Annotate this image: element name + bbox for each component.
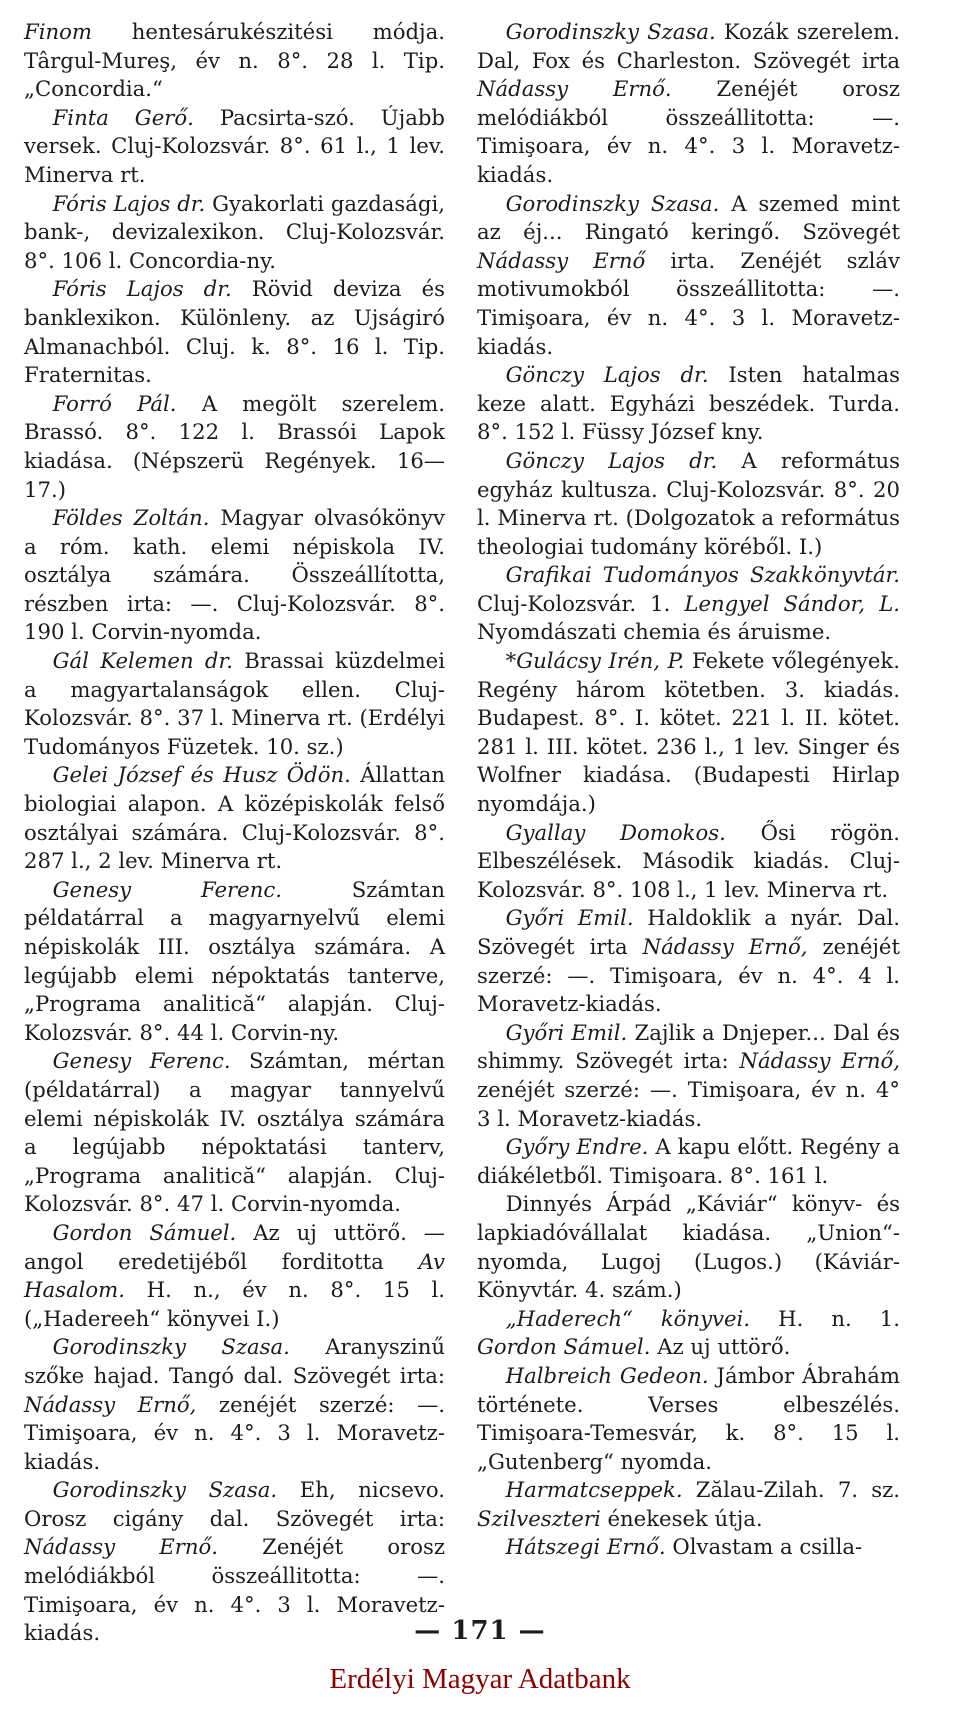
- entry-text: Állattan biologiai alapon. A középiskolák felső osztályai számára. Cluj-Kolozsvár. 8°. 287 l., 2 lev. Minerva rt.: [24, 762, 445, 874]
- bibliography-entry: [24, 18, 445, 104]
- entry-text: Dinnyés Árpád „Káviár“ könyv- és lapkiadóvállalat kiadása. „Union“-nyomda, Lugoj (Lugos.) (Káviár-Könyvtár. 4. szám.): [477, 1191, 900, 1303]
- entry-italic-text: Gelei József és Husz Ödön.: [52, 762, 351, 788]
- bibliography-entry: [477, 1190, 900, 1304]
- entry-text: Rövid deviza és banklexikon. Különleny. az Ujságiró Almanachból. Cluj. k. 8°. 16 l. Tip. Fraternitas.: [24, 276, 445, 388]
- entry-text: H. n., év n. 8°. 15 l. („Hadereeh“ könyvei I.): [24, 1277, 445, 1331]
- entry-text: Aranyszinű szőke hajad. Tangó dal. Szövegét irta:: [24, 1334, 445, 1388]
- entry-text: zenéjét szerzé: —. Timişoara, év n. 4°. 4 l. Moravetz-kiadás.: [477, 934, 900, 1017]
- entry-text: Jámbor Ábrahám története. Verses elbeszélés. Timişoara-Temesvár, k. 8°. 15 l. „Gutenberg“ nyomda.: [477, 1362, 900, 1474]
- entry-italic-text: Finom: [24, 19, 92, 44]
- entry-italic-text: Harmatcseppek.: [505, 1477, 683, 1503]
- entry-italic-text: Gönczy Lajos dr.: [505, 362, 709, 388]
- bibliography-entry: [477, 647, 900, 819]
- entry-text: *: [505, 648, 517, 674]
- entry-text: A református egyház kultusza. Cluj-Kolozsvár. 8°. 20 l. Minerva rt. (Dolgozatok a református theologiai tudomány köréből. I.): [477, 447, 901, 559]
- entry-text: Isten hatalmas keze alatt. Egyházi beszédek. Turda. 8°. 152 l. Füssy József kny.: [477, 362, 900, 445]
- bibliography-entry: [24, 504, 445, 647]
- entry-text: Számtan, mértan (példatárral) a magyar tannyelvű elemi népiskolák IV. osztálya számára a legújabb népoktatási tanterv, „Programa analitică“ alapján. Cluj-Kolozsvár. 8°. 47 l. Corvin-nyomda.: [24, 1048, 445, 1217]
- entry-italic-text: Genesy Ferenc.: [52, 876, 282, 902]
- bibliography-entry: [24, 1219, 445, 1333]
- entry-italic-text: Forró Pál.: [52, 390, 177, 416]
- bibliography-entry: [477, 1533, 900, 1562]
- entry-text: Haldoklik a nyár. Dal. Szövegét irta: [477, 905, 901, 959]
- entry-italic-text: Nádassy Ernő.: [477, 76, 672, 102]
- entry-italic-text: Gordon Sámuel.: [477, 1334, 651, 1360]
- bibliography-entry: [24, 647, 445, 761]
- bibliography-entry: [24, 190, 445, 276]
- bibliography-entry: [477, 1019, 900, 1133]
- bibliography-entry: [24, 1047, 445, 1219]
- entry-text: H. n. 1.: [750, 1305, 900, 1331]
- entry-italic-text: Gorodinszky Szasa.: [52, 1334, 290, 1360]
- entry-text: Zajlik a Dnjeper... Dal és shimmy. Szövegét irta:: [477, 1019, 900, 1074]
- entry-text: Számtan példatárral a magyarnyelvű elemi népiskolák III. osztálya számára. A legújabb elemi népoktatás tanterve, „Programa analitică“ alapján. Cluj-Kolozsvár. 8°. 44 l. Corvin-ny.: [24, 876, 445, 1045]
- bibliography-entry: [24, 1333, 445, 1476]
- entry-text: A kapu előtt. Regény a diákéletből. Timişoara. 8°. 161 l.: [477, 1134, 900, 1188]
- bibliography-entry: [477, 447, 900, 561]
- entry-italic-text: Hátszegi Ernő.: [505, 1534, 666, 1560]
- bibliography-entry: [477, 361, 900, 447]
- entry-italic-text: Gál Kelemen dr.: [52, 648, 233, 674]
- entry-text: hentesárukészitési módja. Târgul-Mureş, év n. 8°. 28 l. Tip. „Concordia.“: [24, 19, 445, 102]
- entry-text: Olvastam a csilla-: [665, 1534, 863, 1560]
- entry-text: Az uj uttörő. — angol eredetijéből forditotta: [24, 1219, 445, 1274]
- entry-italic-text: Finta Gerő.: [52, 104, 194, 130]
- entry-italic-text: Gorodinszky Szasa.: [505, 19, 716, 44]
- page-number: — 171 —: [414, 1616, 546, 1646]
- bibliography-entry: [477, 819, 900, 905]
- entry-italic-text: Nádassy Ernő,: [739, 1048, 900, 1074]
- entry-text: Zălau-Zilah. 7. sz.: [682, 1477, 900, 1503]
- entry-italic-text: Av Hasalom.: [24, 1248, 445, 1303]
- footer-watermark: Erdélyi Magyar Adatbank: [329, 1663, 631, 1695]
- entry-italic-text: Gorodinszky Szasa.: [52, 1477, 278, 1503]
- entry-italic-text: Nádassy Ernő.: [24, 1534, 218, 1560]
- right-column: [477, 18, 900, 1562]
- entry-italic-text: Győri Emil.: [505, 1019, 628, 1045]
- entry-text: Cluj-Kolozsvár. 1.: [477, 590, 685, 616]
- entry-italic-text: Győry Endre.: [505, 1134, 649, 1160]
- entry-italic-text: Gordon Sámuel.: [52, 1219, 237, 1245]
- entry-text: Az uj uttörő.: [650, 1334, 791, 1360]
- bibliography-entry: [24, 104, 445, 190]
- entry-italic-text: Fóris Lajos dr.: [52, 190, 206, 216]
- entry-text: Pacsirta-szó. Újabb versek. Cluj-Kolozsvár. 8°. 61 l., 1 lev. Minerva rt.: [24, 104, 445, 187]
- entry-text: Gyakorlati gazdasági, bank-, devizalexikon. Cluj-Kolozsvár. 8°. 106 l. Concordia-ny.: [24, 190, 445, 273]
- entry-text: zenéjét szerzé: —. Timişoara, év n. 4° 3 l. Moravetz-kiadás.: [477, 1076, 900, 1131]
- entry-text: A megölt szerelem. Brassó. 8°. 122 l. Brassói Lapok kiadása. (Népszerü Regények. 16—17.): [24, 390, 445, 502]
- entry-italic-text: Gulácsy Irén, P.: [516, 648, 685, 674]
- entry-text: Eh, nicsevo. Orosz cigány dal. Szövegét irta:: [24, 1477, 445, 1531]
- bibliography-entry: [477, 561, 900, 647]
- bibliography-entry: [477, 1362, 900, 1476]
- entry-text: Fekete vőlegények. Regény három kötetben. 3. kiadás. Budapest. 8°. I. kötet. 221 l. II. kötet. 281 l. III. kötet. 236 l., 1 lev. Singer és Wolfner kiadása. (Budapesti Hirlap nyomdája.): [477, 648, 900, 817]
- entry-text: A szemed mint az éj... Ringató keringő. Szövegét: [477, 190, 900, 245]
- entry-italic-text: Genesy Ferenc.: [52, 1048, 231, 1074]
- entry-text: zenéjét szerzé: —. Timişoara, év n. 4°. 3 l. Moravetz-kiadás.: [24, 1391, 445, 1474]
- bibliography-entry: [477, 1305, 900, 1362]
- bibliography-entry: [477, 18, 900, 190]
- entry-text: irta. Zenéjét szláv motivumokból összeállitotta: —. Timişoara, év n. 4°. 3 l. Moravetz-kiadás.: [477, 247, 900, 359]
- entry-italic-text: Halbreich Gedeon.: [505, 1362, 709, 1388]
- bibliography-entry: [477, 190, 900, 362]
- entry-italic-text: Gönczy Lajos dr.: [505, 447, 718, 473]
- bibliography-entry: [24, 876, 445, 1048]
- entry-italic-text: Nádassy Ernő: [477, 247, 646, 273]
- entry-italic-text: Gorodinszky Szasa.: [505, 190, 720, 216]
- entry-text: Brassai küzdelmei a magyartalanságok ellen. Cluj-Kolozsvár. 8°. 37 l. Minerva rt. (Erdélyi Tudományos Füzetek. 10. sz.): [24, 648, 445, 759]
- left-column: [24, 18, 445, 1648]
- bibliography-entry: [24, 390, 445, 504]
- entry-italic-text: Gyallay Domokos.: [505, 819, 726, 845]
- entry-text: Zenéjét orosz melódiákból összeállitotta: —. Timişoara, év n. 4°. 3 l. Moravetz-kiadás.: [24, 1534, 445, 1646]
- entry-text: Kozák szerelem. Dal, Fox és Charleston. Szövegét irta: [477, 19, 900, 73]
- entry-text: Ősi rögön. Elbeszélések. Második kiadás. Cluj-Kolozsvár. 8°. 108 l., 1 lev. Minerva rt.: [477, 819, 900, 902]
- entry-text: Nyomdászati chemia és áruisme.: [477, 619, 832, 645]
- entry-italic-text: Nádassy Ernő,: [24, 1391, 197, 1417]
- bibliography-entry: [477, 1476, 900, 1533]
- entry-italic-text: Szilveszteri: [477, 1505, 601, 1531]
- entry-italic-text: Lengyel Sándor, L.: [684, 590, 900, 616]
- bibliography-entry: [24, 761, 445, 875]
- bibliography-entry: [477, 1133, 900, 1190]
- entry-italic-text: Grafikai Tudományos Szakkönyvtár.: [505, 562, 900, 588]
- entry-text: Zenéjét orosz melódiákból összeállitotta: —. Timişoara, év n. 4°. 3 l. Moravetz-kiadás.: [477, 76, 900, 187]
- entry-italic-text: „Haderech“ könyvei.: [505, 1305, 751, 1331]
- entry-text: Magyar olvasókönyv a róm. kath. elemi népiskola IV. osztálya számára. Összeállította, részben irta: —. Cluj-Kolozsvár. 8°. 190 l. Corvin-nyomda.: [24, 505, 445, 645]
- bibliography-entry: [477, 904, 900, 1018]
- bibliography-entry: [24, 275, 445, 389]
- entry-text: énekesek útja.: [600, 1505, 763, 1531]
- entry-italic-text: Földes Zoltán.: [52, 505, 210, 531]
- entry-italic-text: Nádassy Ernő,: [642, 934, 808, 959]
- entry-italic-text: Győri Emil.: [505, 905, 634, 931]
- entry-italic-text: Fóris Lajos dr.: [52, 276, 232, 302]
